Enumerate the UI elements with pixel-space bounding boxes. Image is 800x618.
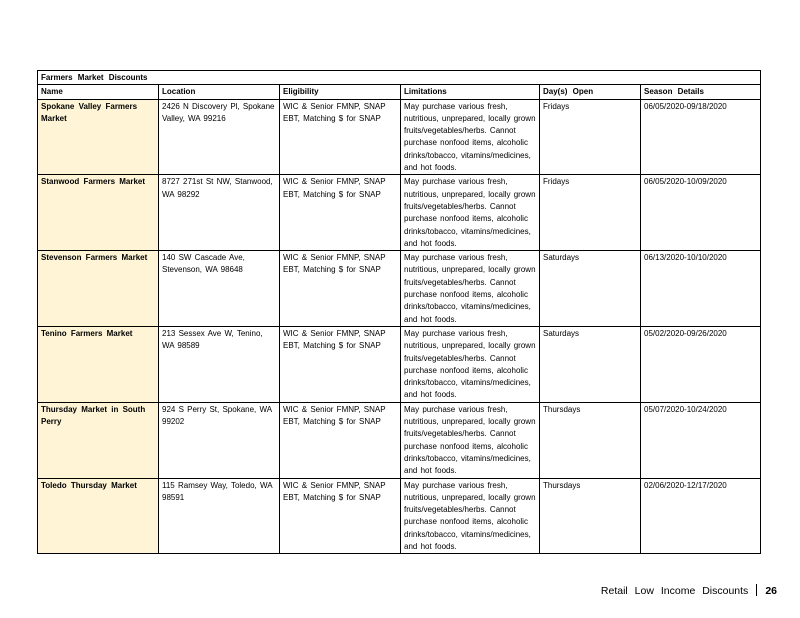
market-days-open: Fridays [540,175,641,251]
column-header-location: Location [159,85,280,99]
market-days-open: Saturdays [540,326,641,402]
market-location: 2426 N Discovery Pl, Spokane Valley, WA 99216 [159,99,280,175]
column-header-limitations: Limitations [401,85,540,99]
table-row [38,402,761,478]
market-location: 115 Ramsey Way, Toledo, WA 98591 [159,478,280,554]
market-eligibility: WIC & Senior FMNP, SNAP EBT, Matching $ for SNAP [280,326,401,402]
market-name: Thursday Market in South Perry [38,402,159,478]
column-header-days-open: Day(s) Open [540,85,641,99]
market-season: 06/05/2020-09/18/2020 [641,99,761,175]
table-row [38,251,761,327]
footer-divider [756,584,757,596]
market-name: Tenino Farmers Market [38,326,159,402]
market-days-open: Fridays [540,99,641,175]
market-limitations: May purchase various fresh, nutritious, unprepared, locally grown fruits/vegetables/herbs. Cannot purchase nonfood items, alcoholic drinks/tobacco, vitamins/medicines, and hot foods. [401,251,540,327]
market-eligibility: WIC & Senior FMNP, SNAP EBT, Matching $ for SNAP [280,175,401,251]
footer-section-title: Retail Low Income Discounts [600,585,749,597]
page-number: 26 [765,585,777,597]
table-title-row [38,71,761,85]
market-days-open: Saturdays [540,251,641,327]
table-header-row [38,85,761,99]
table-title: Farmers Market Discounts [38,71,761,85]
market-limitations: May purchase various fresh, nutritious, unprepared, locally grown fruits/vegetables/herbs. Cannot purchase nonfood items, alcoholic drinks/tobacco, vitamins/medicines, and hot foods. [401,99,540,175]
market-name: Stanwood Farmers Market [38,175,159,251]
market-season: 06/05/2020-10/09/2020 [641,175,761,251]
farmers-market-table [37,70,761,554]
market-eligibility: WIC & Senior FMNP, SNAP EBT, Matching $ for SNAP [280,402,401,478]
market-location: 8727 271st St NW, Stanwood, WA 98292 [159,175,280,251]
market-location: 140 SW Cascade Ave, Stevenson, WA 98648 [159,251,280,327]
market-limitations: May purchase various fresh, nutritious, unprepared, locally grown fruits/vegetables/herbs. Cannot purchase nonfood items, alcoholic drinks/tobacco, vitamins/medicines, and hot foods. [401,478,540,554]
market-season: 02/06/2020-12/17/2020 [641,478,761,554]
market-season: 06/13/2020-10/10/2020 [641,251,761,327]
market-location: 213 Sessex Ave W, Tenino, WA 98589 [159,326,280,402]
market-eligibility: WIC & Senior FMNP, SNAP EBT, Matching $ for SNAP [280,99,401,175]
table-row [38,175,761,251]
market-limitations: May purchase various fresh, nutritious, unprepared, locally grown fruits/vegetables/herbs. Cannot purchase nonfood items, alcoholic drinks/tobacco, vitamins/medicines, and hot foods. [401,326,540,402]
market-limitations: May purchase various fresh, nutritious, unprepared, locally grown fruits/vegetables/herbs. Cannot purchase nonfood items, alcoholic drinks/tobacco, vitamins/medicines, and hot foods. [401,175,540,251]
market-days-open: Thursdays [540,478,641,554]
market-location: 924 S Perry St, Spokane, WA 99202 [159,402,280,478]
table-row [38,99,761,175]
page-footer [601,584,777,597]
table-row [38,478,761,554]
market-name: Toledo Thursday Market [38,478,159,554]
column-header-name: Name [38,85,159,99]
market-days-open: Thursdays [540,402,641,478]
market-limitations: May purchase various fresh, nutritious, unprepared, locally grown fruits/vegetables/herbs. Cannot purchase nonfood items, alcoholic drinks/tobacco, vitamins/medicines, and hot foods. [401,402,540,478]
market-name: Stevenson Farmers Market [38,251,159,327]
market-eligibility: WIC & Senior FMNP, SNAP EBT, Matching $ for SNAP [280,478,401,554]
market-season: 05/02/2020-09/26/2020 [641,326,761,402]
table-row [38,326,761,402]
market-season: 05/07/2020-10/24/2020 [641,402,761,478]
column-header-eligibility: Eligibility [280,85,401,99]
market-eligibility: WIC & Senior FMNP, SNAP EBT, Matching $ for SNAP [280,251,401,327]
column-header-season-details: Season Details [641,85,761,99]
market-name: Spokane Valley Farmers Market [38,99,159,175]
